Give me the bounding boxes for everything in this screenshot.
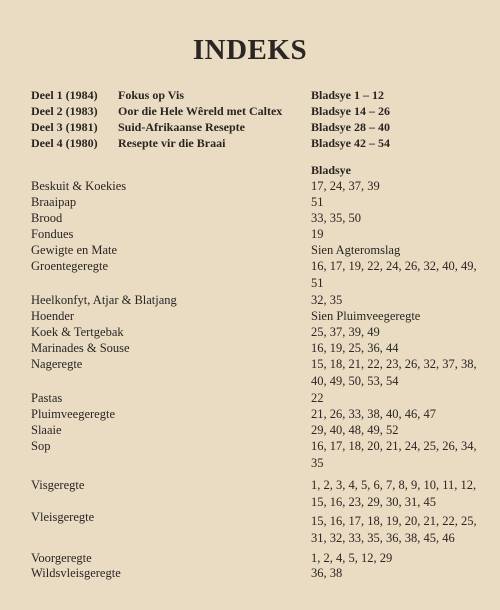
- part-row: [31, 135, 471, 151]
- entry-term: Marinades & Souse: [31, 341, 130, 355]
- part-label: Deel 3 (1981): [31, 120, 98, 134]
- entry-term: Wildsvleisgeregte: [31, 566, 121, 580]
- entry-term: Sop: [31, 439, 51, 453]
- part-pages: Bladsye 42 – 54: [311, 136, 391, 150]
- entry-pages: 22: [311, 391, 324, 405]
- part-title: Oor die Hele Wêreld met Caltex: [118, 104, 283, 118]
- part-label: Deel 1 (1984): [31, 88, 98, 102]
- entry-pages: 16, 17, 18, 20, 21, 24, 25, 26, 34, 35: [311, 439, 477, 470]
- entry-term: Koek & Tertgebak: [31, 325, 124, 339]
- entry-pages: 15, 16, 17, 18, 19, 20, 21, 22, 25, 31, 32, 33, 35, 36, 38, 45, 46: [311, 514, 477, 545]
- entry-term: Gewigte en Mate: [31, 243, 118, 257]
- entry-pages: 51: [311, 195, 324, 209]
- entry-pages: 33, 35, 50: [311, 211, 361, 225]
- entry-pages: 36, 38: [311, 566, 343, 580]
- entry-term: Fondues: [31, 227, 74, 241]
- part-label: Deel 2 (1983): [31, 104, 98, 118]
- entry-term: Nageregte: [31, 357, 83, 371]
- entry-pages: 19: [311, 227, 324, 241]
- part-pages: Bladsye 28 – 40: [311, 120, 391, 134]
- entry-pages: 25, 37, 39, 49: [311, 325, 380, 339]
- entry-pages: 32, 35: [311, 293, 343, 307]
- entry-term: Groentegeregte: [31, 259, 109, 273]
- entry-pages: 16, 17, 19, 22, 24, 26, 32, 40, 49, 51: [311, 259, 477, 290]
- entry-term: Pastas: [31, 391, 63, 405]
- entry-term: Vleisgeregte: [31, 510, 95, 524]
- page-column-header: Bladsye: [311, 163, 352, 177]
- entry-pages: 21, 26, 33, 38, 40, 46, 47: [311, 407, 436, 421]
- entry-term: Slaaie: [31, 423, 62, 437]
- entry-pages: 17, 24, 37, 39: [311, 179, 380, 193]
- part-row: [31, 119, 471, 135]
- entry-term: Hoender: [31, 309, 75, 323]
- entry-pages: 16, 19, 25, 36, 44: [311, 341, 399, 355]
- entry-term: Voorgeregte: [31, 551, 92, 565]
- part-row: [31, 87, 471, 103]
- entry-pages: 1, 2, 3, 4, 5, 6, 7, 8, 9, 10, 11, 12, 15, 16, 23, 29, 30, 31, 45: [311, 478, 477, 509]
- entry-term: Visgeregte: [31, 478, 85, 492]
- part-pages: Bladsye 14 – 26: [311, 104, 391, 118]
- entry-pages: 15, 18, 21, 22, 23, 26, 32, 37, 38, 40, 49, 50, 53, 54: [311, 357, 477, 388]
- entry-pages: 1, 2, 4, 5, 12, 29: [311, 551, 393, 565]
- page-title: INDEKS: [192, 34, 308, 66]
- part-row: [31, 103, 471, 119]
- part-title: Suid-Afrikaanse Resepte: [118, 120, 246, 134]
- part-label: Deel 4 (1980): [31, 136, 98, 150]
- entry-pages: 29, 40, 48, 49, 52: [311, 423, 399, 437]
- entry-term: Braaipap: [31, 195, 77, 209]
- entry-pages: Sien Agteromslag: [311, 243, 401, 257]
- entry-term: Brood: [31, 211, 63, 225]
- entry-term: Pluimveegeregte: [31, 407, 115, 421]
- entry-pages: Sien Pluimveegeregte: [311, 309, 421, 323]
- part-title: Resepte vir die Braai: [118, 136, 226, 150]
- part-pages: Bladsye 1 – 12: [311, 88, 385, 102]
- entry-term: Beskuit & Koekies: [31, 179, 127, 193]
- entry-term: Heelkonfyt, Atjar & Blatjang: [31, 293, 177, 307]
- part-title: Fokus op Vis: [118, 88, 185, 102]
